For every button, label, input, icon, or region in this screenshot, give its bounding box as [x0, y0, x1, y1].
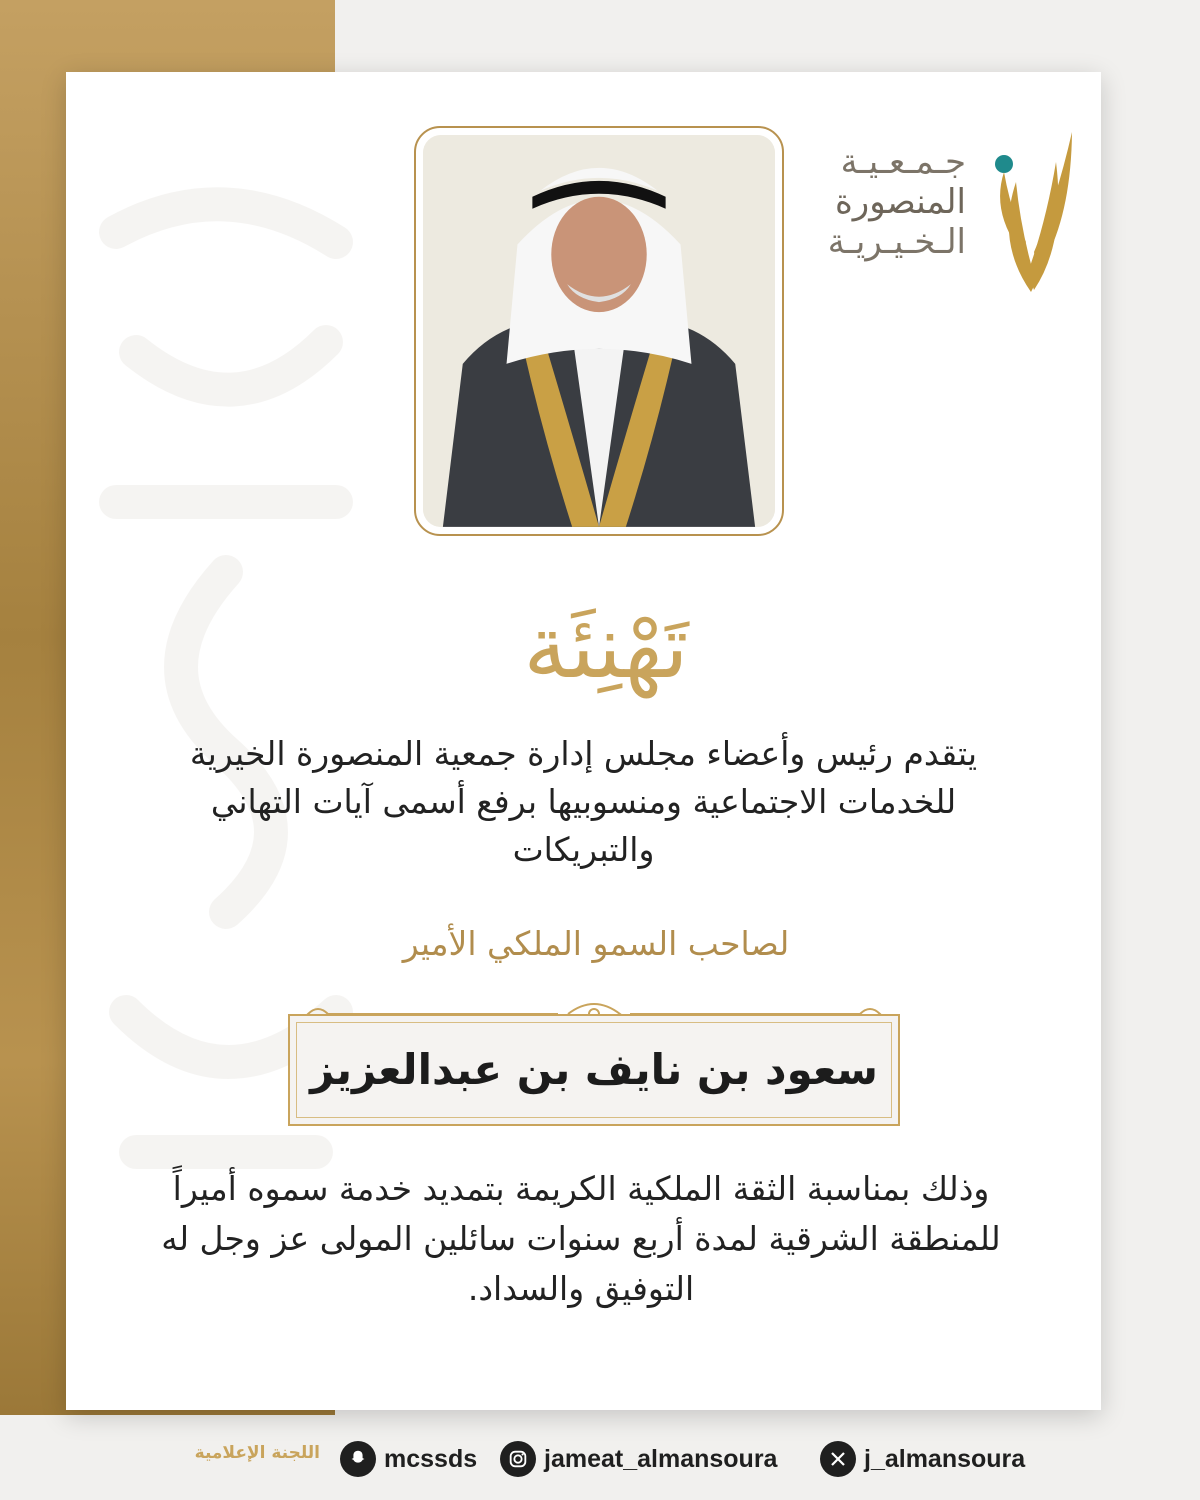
closing-line-3: التوفيق والسداد. [467, 1269, 695, 1308]
closing-line-2: للمنطقة الشرقية لمدة أربع سنوات سائلين المولى عز وجل له [161, 1219, 1001, 1258]
portrait-frame [414, 126, 784, 536]
wheat-logo-icon [976, 122, 1076, 297]
intro-paragraph [126, 730, 1041, 874]
logo-line-1: جـمـعـيـة [840, 142, 966, 182]
name-box [288, 994, 900, 1126]
almansoura-logo [827, 102, 1086, 302]
logo-line-2: المنصورة [834, 182, 966, 222]
media-committee-label: اللجنة الإعلامية [194, 1443, 320, 1463]
intro-line-3: والتبريكات [512, 830, 655, 869]
x-handle[interactable] [820, 1439, 1025, 1479]
instagram-username: jameat_almansoura [544, 1444, 778, 1473]
congratulations-title: تَهْنِئَة [523, 595, 689, 698]
prince-name: سعود بن نايف بن عبدالعزيز [310, 1045, 878, 1094]
snapchat-username: mcssds [384, 1444, 478, 1473]
x-icon [820, 1441, 856, 1477]
portrait-illustration [423, 135, 775, 527]
announcement-card [66, 72, 1101, 1410]
instagram-handle[interactable] [500, 1439, 777, 1479]
snapchat-handle[interactable] [340, 1439, 477, 1479]
intro-line-1: يتقدم رئيس وأعضاء مجلس إدارة جمعية المنصورة الخيرية [189, 734, 978, 773]
intro-line-2: للخدمات الاجتماعية ومنسوبيها برفع أسمى آيات التهاني [210, 782, 957, 821]
prince-portrait [423, 135, 775, 527]
closing-line-1: وذلك بمناسبة الثقة الملكية الكريمة بتمديد خدمة سموه أميراً [172, 1169, 990, 1208]
logo-line-3: الـخـيـريـة [827, 222, 966, 262]
closing-paragraph [111, 1164, 1051, 1314]
snapchat-icon [340, 1441, 376, 1477]
prince-honorific: لصاحب السمو الملكي الأمير [402, 924, 790, 963]
instagram-icon [500, 1441, 536, 1477]
x-username: j_almansoura [864, 1444, 1026, 1473]
footer [0, 1415, 1200, 1500]
